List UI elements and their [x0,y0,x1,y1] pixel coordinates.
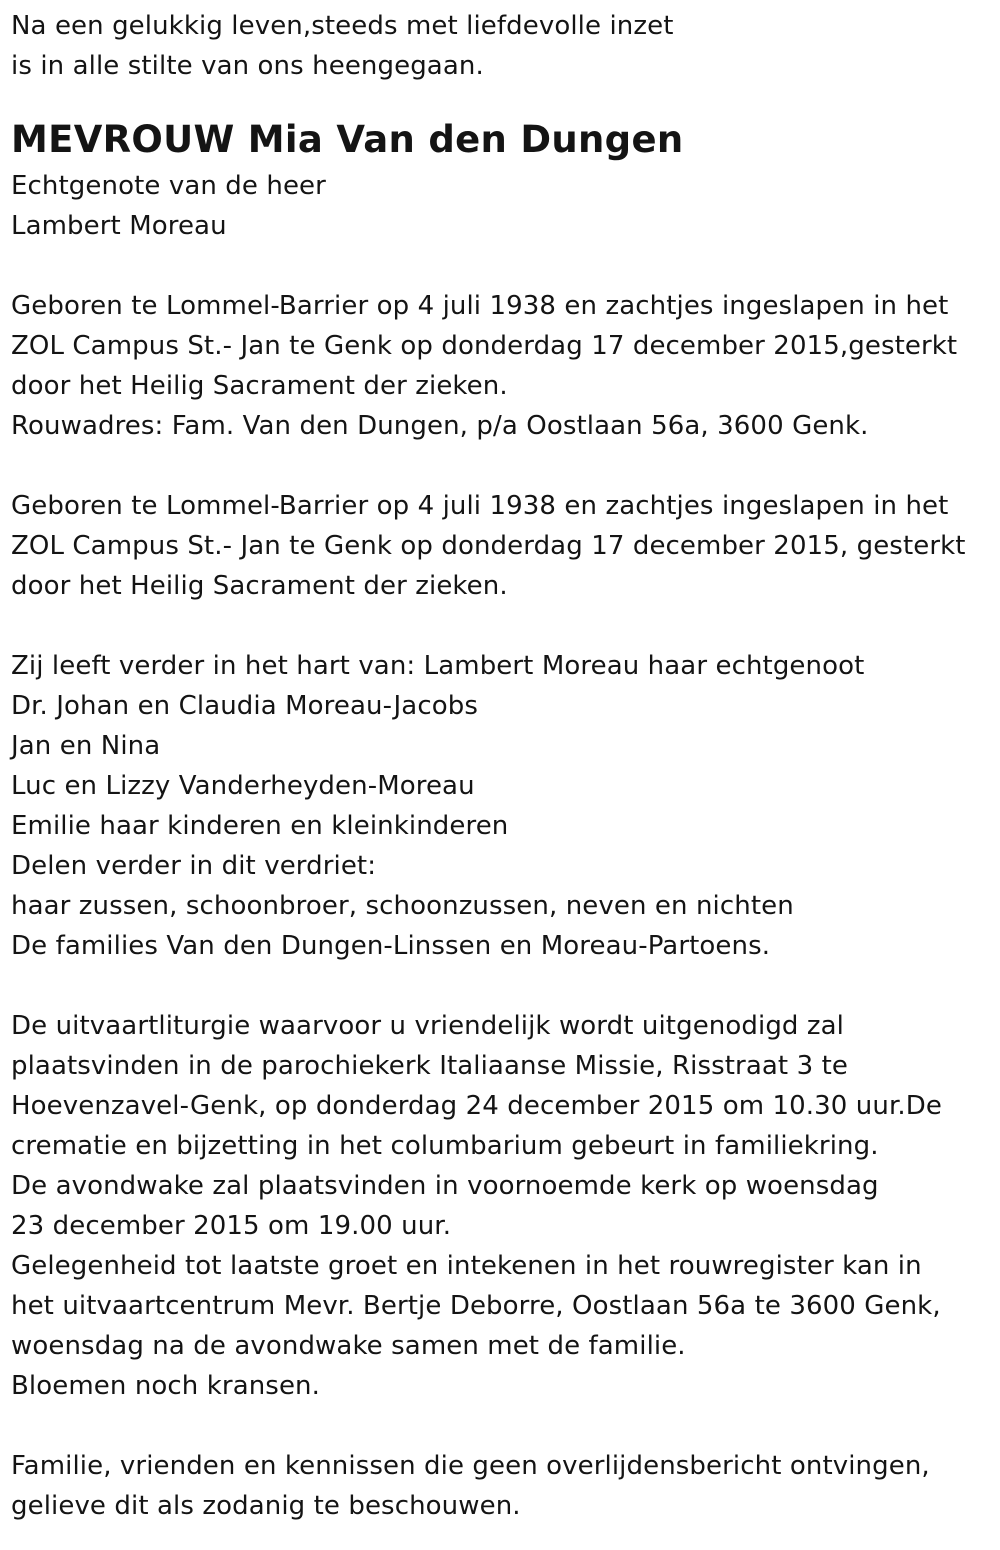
funeral-line: crematie en bijzetting in het columbarium gebeurt in familiekring. [11,1131,879,1161]
funeral-section [11,1006,991,1406]
closing-section [11,1446,991,1526]
family-line: Delen verder in dit verdriet: [11,851,377,881]
birth-line: Geboren te Lommel-Barrier op 4 juli 1938 en zachtjes ingeslapen in het [11,491,949,521]
birth-line: ZOL Campus St.- Jan te Genk op donderdag 17 december 2015, gesterkt [11,531,966,561]
deceased-name: MEVROUW Mia Van den Dungen [11,118,684,161]
birth-line: door het Heilig Sacrament der zieken. [11,371,508,401]
family-line: haar zussen, schoonbroer, schoonzussen, neven en nichten [11,891,794,921]
funeral-line: De uitvaartliturgie waarvoor u vriendelijk wordt uitgenodigd zal [11,1011,844,1041]
family-line: Jan en Nina [11,731,161,761]
funeral-line: Hoevenzavel-Genk, op donderdag 24 december 2015 om 10.30 uur.De [11,1091,942,1121]
relation-line: Echtgenote van de heer [11,171,326,201]
spacer [11,966,991,1006]
funeral-line: het uitvaartcentrum Mevr. Bertje Deborre, Oostlaan 56a te 3600 Genk, [11,1291,941,1321]
family-line: Emilie haar kinderen en kleinkinderen [11,811,509,841]
birth-line: Geboren te Lommel-Barrier op 4 juli 1938 en zachtjes ingeslapen in het [11,291,949,321]
spacer [11,246,991,286]
family-line: Zij leeft verder in het hart van: Lambert Moreau haar echtgenoot [11,651,865,681]
birth-paragraph-1 [11,286,991,446]
birth-paragraph-2 [11,486,991,606]
funeral-line: 23 december 2015 om 19.00 uur. [11,1211,452,1241]
mourning-address: Rouwadres: Fam. Van den Dungen, p/a Oostlaan 56a, 3600 Genk. [11,411,869,441]
family-line: Luc en Lizzy Vanderheyden-Moreau [11,771,475,801]
spouse-name: Lambert Moreau [11,211,227,241]
intro-line: is in alle stilte van ons heengegaan. [11,51,484,81]
closing-line: Familie, vrienden en kennissen die geen overlijdensbericht ontvingen, [11,1451,930,1481]
family-section [11,646,991,966]
closing-line: gelieve dit als zodanig te beschouwen. [11,1491,521,1521]
relation-section [11,166,991,246]
funeral-line: Gelegenheid tot laatste groet en intekenen in het rouwregister kan in [11,1251,922,1281]
funeral-line: De avondwake zal plaatsvinden in voornoemde kerk op woensdag [11,1171,879,1201]
birth-line: ZOL Campus St.- Jan te Genk op donderdag 17 december 2015,gesterkt [11,331,958,361]
intro-section [11,6,991,86]
family-line: Dr. Johan en Claudia Moreau-Jacobs [11,691,478,721]
birth-line: door het Heilig Sacrament der zieken. [11,571,508,601]
spacer [11,446,991,486]
spacer [11,1406,991,1446]
intro-line: Na een gelukkig leven,steeds met liefdevolle inzet [11,11,674,41]
funeral-line: plaatsvinden in de parochiekerk Italiaanse Missie, Risstraat 3 te [11,1051,848,1081]
spacer [11,606,991,646]
funeral-line: woensdag na de avondwake samen met de familie. [11,1331,686,1361]
obituary-notice [11,6,991,1526]
family-line: De families Van den Dungen-Linssen en Moreau-Partoens. [11,931,771,961]
funeral-line: Bloemen noch kransen. [11,1371,320,1401]
